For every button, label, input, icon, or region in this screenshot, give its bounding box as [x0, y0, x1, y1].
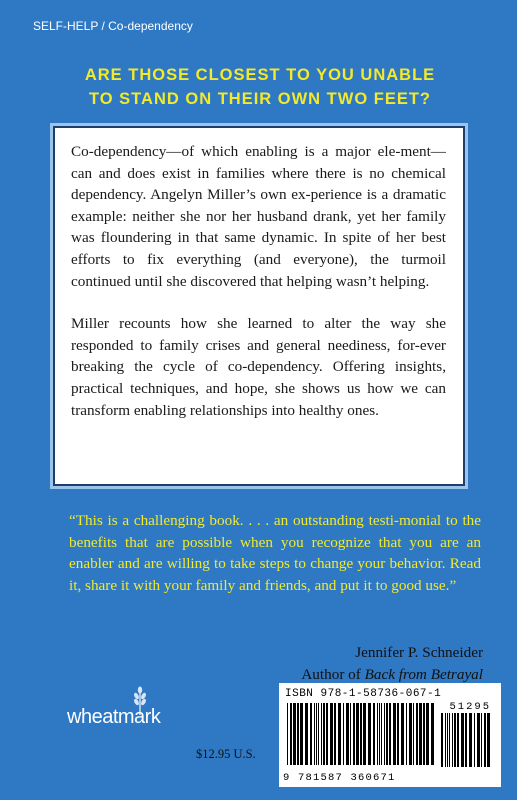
barcode-bar — [350, 703, 351, 765]
barcode-bar — [426, 703, 429, 765]
barcode-bar — [377, 703, 378, 765]
headline — [40, 63, 480, 111]
barcode-bar — [314, 703, 315, 765]
barcode-bar — [318, 703, 319, 765]
barcode-bar — [474, 713, 475, 767]
barcode-bar — [454, 713, 456, 767]
barcode-bar — [487, 713, 490, 767]
barcode-bar — [293, 703, 296, 765]
barcode-bar — [389, 703, 391, 765]
endorsement-attribution — [301, 642, 483, 685]
barcode-bar — [452, 713, 453, 767]
barcode-bar — [353, 703, 355, 765]
blurb-paragraph-1: Co-dependency—of which enabling is a major ele-ment—can and does exist in families where there is no chemical dependency. Angelyn Miller’s own ex-perience is a dramatic example: neither she nor her husband drank, yet her family was floundering in that same dynamic. In spite of her best efforts to fix everything (and everyone), the turmoil continued until she discovered that helping wasn’t helping. — [71, 143, 446, 290]
barcode-bar — [330, 703, 333, 765]
barcode-bar — [297, 703, 299, 765]
barcode-bar — [481, 713, 482, 767]
barcode-bar — [323, 703, 325, 765]
barcode-bar — [477, 713, 480, 767]
barcode-bar — [461, 713, 464, 767]
blurb-box — [53, 126, 465, 486]
blurb-paragraph-2: Miller recounts how she learned to alter the way she responded to family crises and general neediness, for-ever breaking the cycle of co-dependency. Offering insights, practical techniques, and hope, she shows us how we can transform enabling relationships into healthy ones. — [71, 315, 446, 419]
barcode-bar — [368, 703, 371, 765]
barcode-bar — [360, 703, 362, 765]
publisher-logo-text — [67, 706, 160, 729]
barcode-bar — [406, 703, 407, 765]
endorser-book-title: Back from Betrayal — [364, 665, 483, 683]
logo-part-2: mark — [117, 706, 161, 728]
barcode-bar — [305, 703, 308, 765]
barcode-bar — [310, 703, 312, 765]
category-label: SELF-HELP / Co-dependency — [33, 19, 193, 33]
headline-line-2: TO STAND ON THEIR OWN TWO FEET? — [88, 90, 432, 108]
isbn-text: ISBN 978-1-58736-067-1 — [285, 688, 442, 700]
barcode-bar — [346, 703, 349, 765]
barcode-bar — [423, 703, 425, 765]
barcode-bar — [484, 713, 486, 767]
endorser-name: Jennifer P. Schneider — [355, 644, 483, 661]
barcode-bar — [457, 713, 459, 767]
barcode-bar — [373, 703, 375, 765]
logo-part-1: wheat — [67, 706, 118, 728]
barcode-addon-digits: 51295 — [449, 701, 491, 713]
barcode-bar — [300, 703, 303, 765]
headline-line-1: ARE THOSE CLOSEST TO YOU UNABLE — [84, 66, 436, 84]
barcode-bar — [334, 703, 336, 765]
barcode-bar — [401, 703, 404, 765]
barcode-bar — [447, 713, 448, 767]
barcode-box — [279, 683, 501, 787]
barcode-bar — [381, 703, 382, 765]
barcode-bar — [363, 703, 366, 765]
barcode-bar — [356, 703, 359, 765]
barcode-bar — [416, 703, 418, 765]
barcode-bar — [338, 703, 341, 765]
barcode-bar — [326, 703, 328, 765]
barcode-bar — [397, 703, 399, 765]
barcode-bar — [449, 713, 450, 767]
barcode-bar — [386, 703, 388, 765]
barcode-bar — [409, 703, 412, 765]
barcode-bar — [393, 703, 396, 765]
author-of-prefix: Author of — [301, 665, 365, 683]
barcode-bar — [321, 703, 322, 765]
barcode-bar — [379, 703, 380, 765]
barcode-bar — [469, 713, 472, 767]
barcode-bar — [290, 703, 292, 765]
barcode-bar — [441, 713, 443, 767]
barcode-bar — [445, 713, 446, 767]
barcode-bar — [413, 703, 414, 765]
barcode-digits: 9 781587 360671 — [283, 772, 396, 784]
barcode-bar — [316, 703, 317, 765]
barcode-icon — [285, 703, 495, 767]
endorser-credit — [301, 664, 483, 686]
barcode-bar — [431, 703, 434, 765]
barcode-bar — [384, 703, 385, 765]
barcode-bar — [465, 713, 467, 767]
price-label: $12.95 U.S. — [196, 747, 256, 761]
barcode-bar — [419, 703, 422, 765]
publisher-logo — [67, 686, 197, 734]
barcode-bar — [287, 703, 288, 765]
barcode-bar — [343, 703, 344, 765]
endorsement-quote: “This is a challenging book. . . . an outstanding testi-monial to the benefits that are possible when you recognize that you are an enabler and are willing to take steps to change your behavior. Read it, share it with your family and friends, and put it to good use.” — [69, 512, 481, 594]
